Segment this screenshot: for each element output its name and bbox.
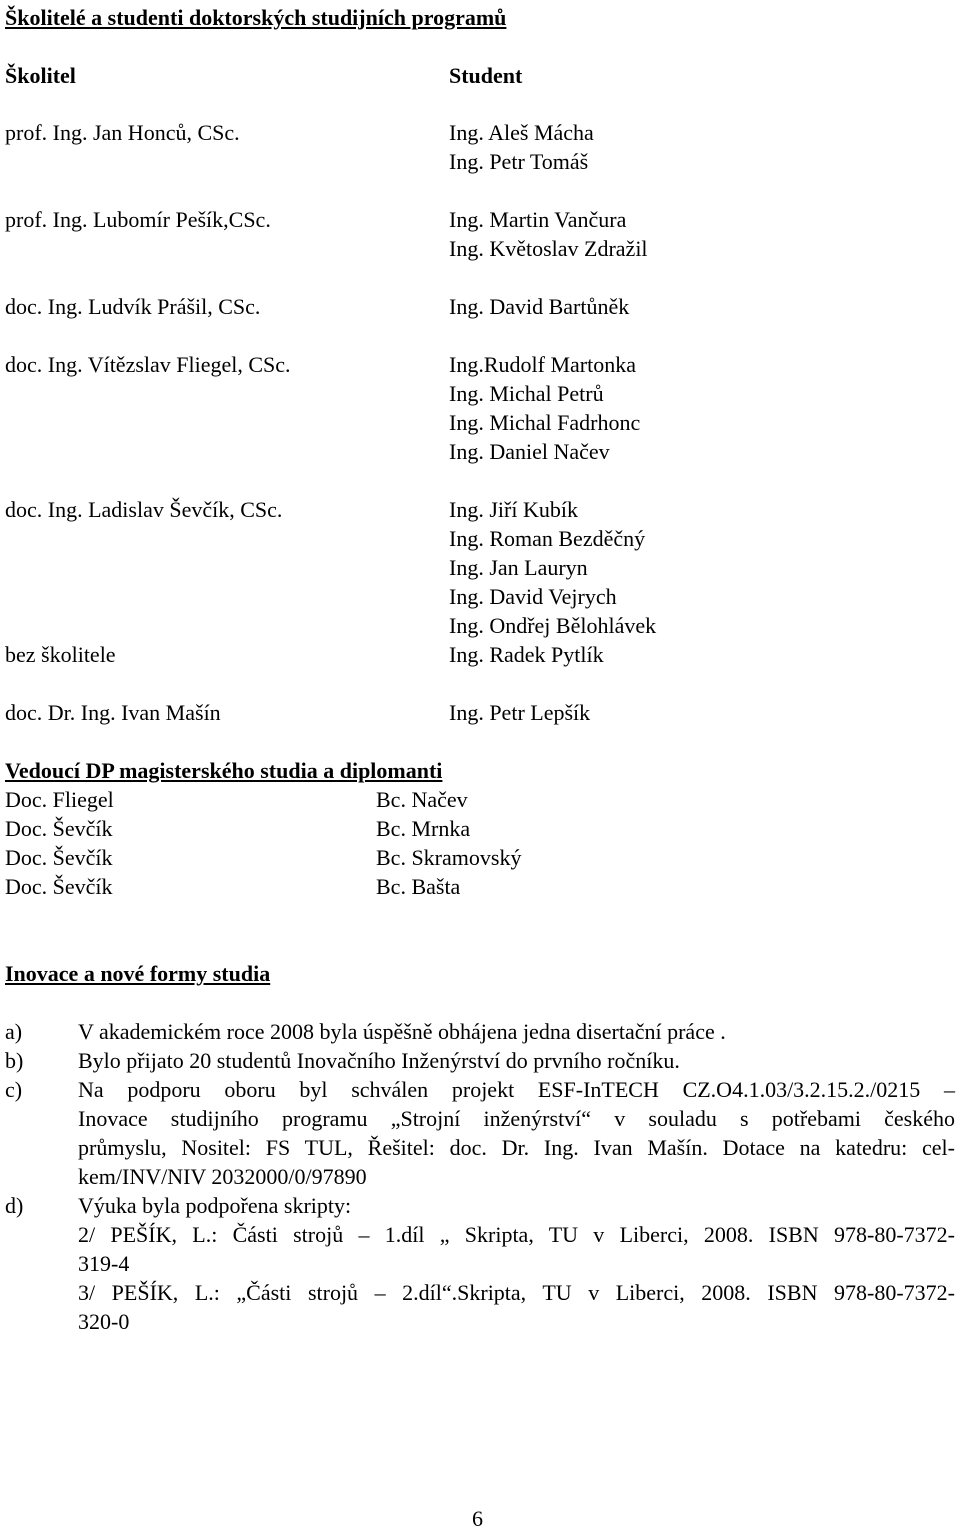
supervisor-name: doc. Ing. Ladislav Ševčík, CSc. xyxy=(5,497,283,522)
item-text: Inovace studijního programu „Strojní inženýrství“ v souladu s potřebami českého xyxy=(78,1106,955,1131)
student-name: Ing. David Vejrych xyxy=(449,584,617,609)
supervisor-name: prof. Ing. Lubomír Pešík,CSc. xyxy=(5,207,271,232)
student-name: Ing. Petr Lepšík xyxy=(449,700,591,725)
student-name: Ing. Květoslav Zdražil xyxy=(449,236,648,261)
item-text: průmyslu, Nositel: FS TUL, Řešitel: doc. Dr. Ing. Ivan Mašín. Dotace na katedru: cel- xyxy=(78,1135,955,1160)
thesis-leader: Doc. Fliegel xyxy=(5,787,114,812)
item-label: b) xyxy=(5,1048,24,1073)
thesis-leader: Doc. Ševčík xyxy=(5,845,113,870)
item-text: 320-0 xyxy=(78,1309,130,1334)
graduate-name: Bc. Mrnka xyxy=(376,816,471,841)
item-text: Na podporu oboru byl schválen projekt ESF-InTECH CZ.O4.1.03/3.2.15.2./0215 – xyxy=(78,1077,955,1102)
student-name: Ing. David Bartůněk xyxy=(449,294,630,319)
thesis-leader: Doc. Ševčík xyxy=(5,874,113,899)
student-name: Ing. Michal Fadrhonc xyxy=(449,410,641,435)
student-name: Ing. Jan Lauryn xyxy=(449,555,588,580)
item-label: d) xyxy=(5,1193,24,1218)
student-header: Student xyxy=(449,63,523,88)
student-name: Ing. Daniel Načev xyxy=(449,439,610,464)
supervisor-name: doc. Ing. Ludvík Prášil, CSc. xyxy=(5,294,261,319)
item-text: kem/INV/NIV 2032000/0/97890 xyxy=(78,1164,367,1189)
student-name: Ing. Michal Petrů xyxy=(449,381,604,406)
item-label: a) xyxy=(5,1019,23,1044)
item-text: 3/ PEŠÍK, L.: „Části strojů – 2.díl“.Skripta, TU v Liberci, 2008. ISBN 978-80-7372- xyxy=(78,1280,955,1305)
student-name: Ing. Roman Bezděčný xyxy=(449,526,646,551)
supervisor-name: prof. Ing. Jan Honců, CSc. xyxy=(5,120,240,145)
supervisor-header: Školitel xyxy=(5,63,76,88)
student-name: Ing. Petr Tomáš xyxy=(449,149,589,174)
supervisor-name: bez školitele xyxy=(5,642,116,667)
item-label: c) xyxy=(5,1077,23,1102)
student-name: Ing. Jiří Kubík xyxy=(449,497,578,522)
student-name: Ing. Radek Pytlík xyxy=(449,642,604,667)
graduate-name: Bc. Načev xyxy=(376,787,468,812)
doctoral-title: Školitelé a studenti doktorských studijních programů xyxy=(5,5,507,30)
innovation-title: Inovace a nové formy studia xyxy=(5,961,271,986)
masters-title: Vedoucí DP magisterského studia a diplomanti xyxy=(5,758,443,783)
graduate-name: Bc. Bašta xyxy=(376,874,461,899)
supervisor-name: doc. Dr. Ing. Ivan Mašín xyxy=(5,700,221,725)
page-number: 6 xyxy=(472,1506,483,1531)
student-name: Ing. Ondřej Bělohlávek xyxy=(449,613,657,638)
student-name: Ing. Martin Vančura xyxy=(449,207,627,232)
item-text: Bylo přijato 20 studentů Inovačního Inženýrství do prvního ročníku. xyxy=(78,1048,680,1073)
graduate-name: Bc. Skramovský xyxy=(376,845,522,870)
item-text: 319-4 xyxy=(78,1251,130,1276)
item-text: V akademickém roce 2008 byla úspěšně obhájena jedna disertační práce . xyxy=(78,1019,726,1044)
item-text: Výuka byla podpořena skripty: xyxy=(78,1193,352,1218)
thesis-leader: Doc. Ševčík xyxy=(5,816,113,841)
supervisor-name: doc. Ing. Vítězslav Fliegel, CSc. xyxy=(5,352,291,377)
item-text: 2/ PEŠÍK, L.: Části strojů – 1.díl „ Skripta, TU v Liberci, 2008. ISBN 978-80-7372- xyxy=(78,1222,955,1247)
student-name: Ing.Rudolf Martonka xyxy=(449,352,636,377)
student-name: Ing. Aleš Mácha xyxy=(449,120,594,145)
